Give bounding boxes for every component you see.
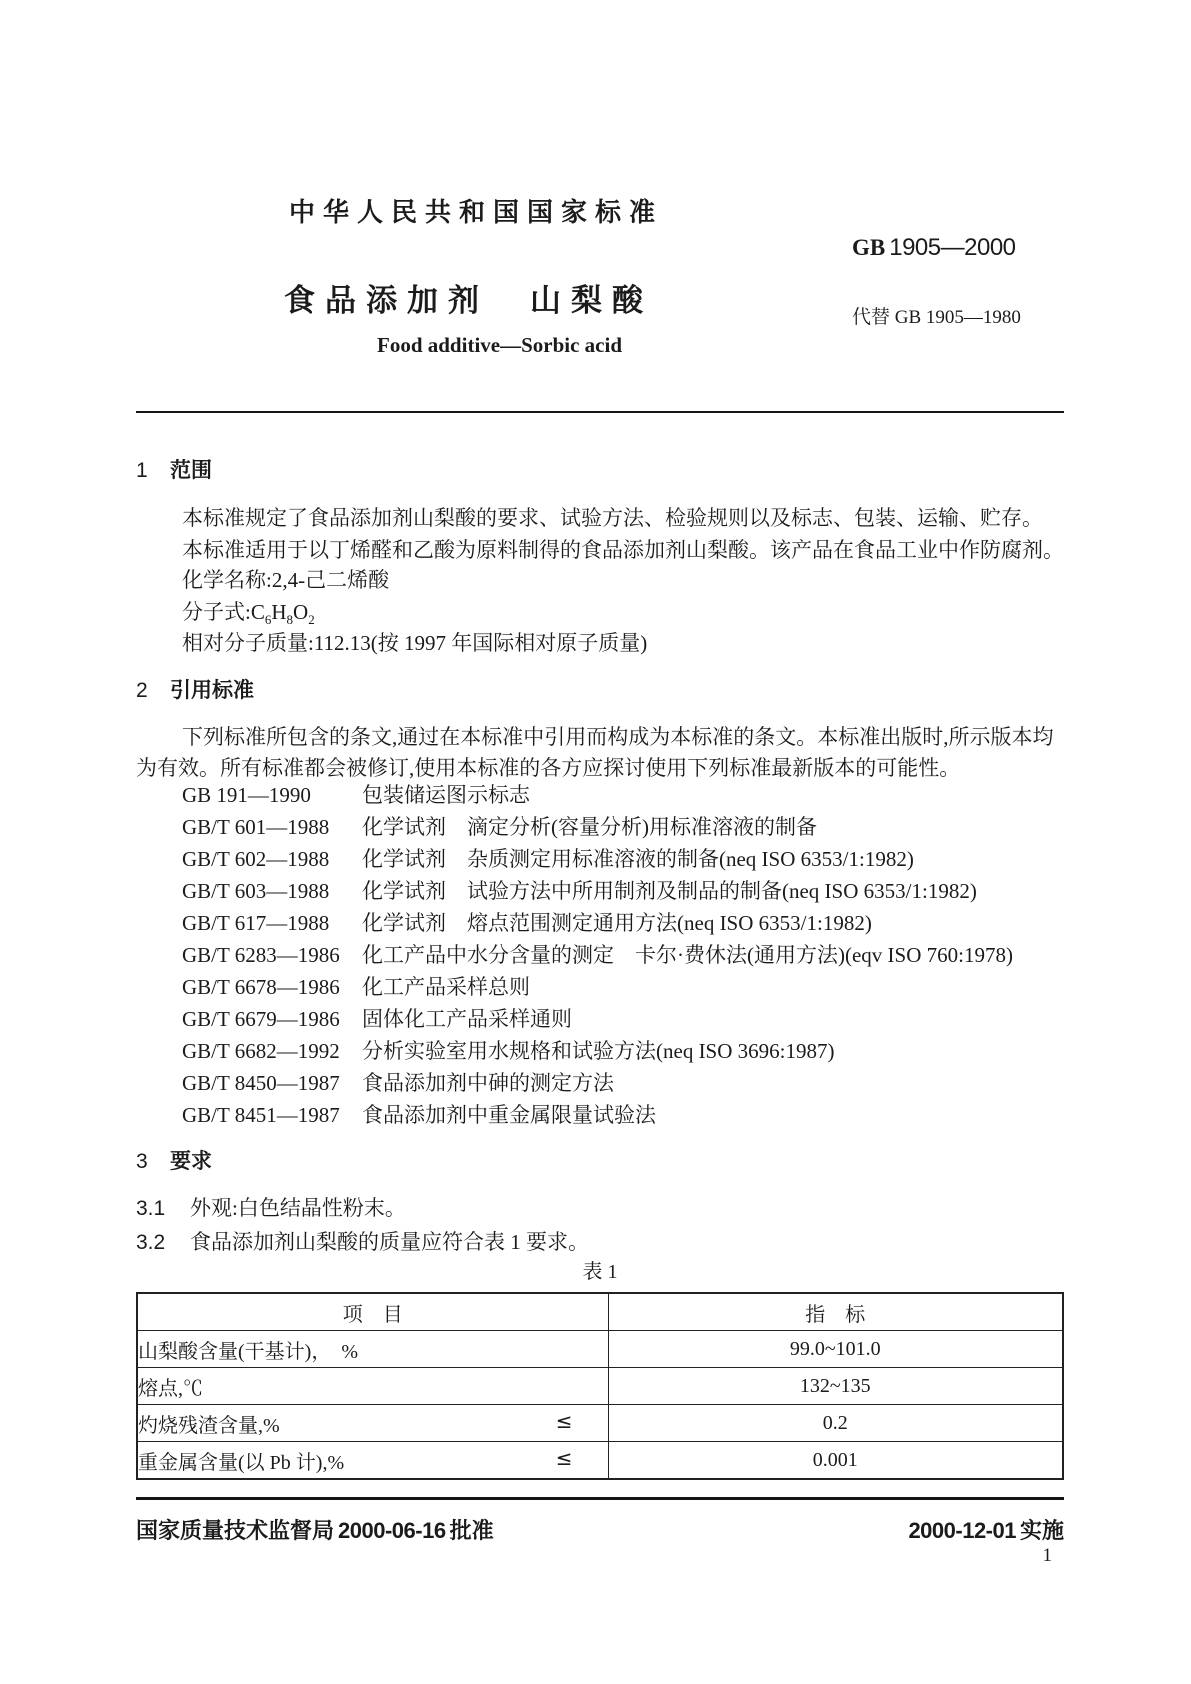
table-1-caption: 表 1: [582, 1261, 618, 1283]
reference-title: 食品添加剂中砷的测定方法: [362, 1071, 614, 1095]
item-cell: [137, 1331, 608, 1368]
reference-code: GB/T 6679—1986: [182, 1007, 340, 1031]
section-3-number: 3: [136, 1150, 148, 1173]
section-2-paragraph-2: 为有效。所有标准都会被修订,使用本标准的各方应探讨使用下列标准最新版本的可能性。: [136, 756, 961, 780]
column-header-item: 项 目: [137, 1293, 608, 1331]
document-title-en: Food additive—Sorbic acid: [377, 333, 623, 357]
spec-cell: 132~135: [608, 1368, 1063, 1405]
implementation-date: 2000-12-01: [908, 1518, 1016, 1543]
reference-title: 化学试剂 试验方法中所用制剂及制品的制备(neq ISO 6353/1:1982): [362, 879, 977, 903]
clause-3-1-number: 3.1: [136, 1197, 166, 1220]
spec-cell: 0.001: [608, 1442, 1063, 1480]
reference-code: GB/T 603—1988: [182, 879, 330, 903]
section-1-heading: [136, 454, 1064, 487]
section-3-title: 要求: [170, 1150, 212, 1173]
superseded-note: 代替 GB 1905—1980: [852, 307, 1021, 328]
standard-code: [852, 234, 1016, 262]
section-2-heading: [136, 674, 1064, 707]
reference-item: [136, 971, 1110, 1003]
implementation-suffix: 实施: [1019, 1518, 1064, 1543]
formula-element-3: O: [293, 600, 309, 624]
item-label: 熔点,℃: [138, 1377, 203, 1400]
reference-item: [136, 1099, 1110, 1131]
formula-subscript-1: 6: [264, 612, 272, 628]
chemical-name-line: 化学名称:2,4-己二烯酸: [182, 568, 390, 592]
section-1-title: 范围: [170, 459, 212, 482]
section-1-paragraph-2: 本标准适用于以丁烯醛和乙酸为原料制得的食品添加剂山梨酸。该产品在食品工业中作防腐剂。: [182, 538, 1064, 562]
clause-3-2-number: 3.2: [136, 1231, 166, 1254]
reference-title: 化学试剂 熔点范围测定通用方法(neq ISO 6353/1:1982): [362, 911, 872, 935]
item-label: 灼烧残渣含量,%: [138, 1414, 280, 1437]
section-2-title: 引用标准: [170, 679, 254, 702]
reference-code: GB/T 602—1988: [182, 847, 330, 871]
item-cell: [137, 1368, 608, 1405]
table-header-row: [137, 1293, 1063, 1331]
formula-subscript-3: 2: [308, 612, 315, 628]
spec-cell: 99.0~101.0: [608, 1331, 1063, 1368]
reference-title: 食品添加剂中重金属限量试验法: [362, 1103, 656, 1127]
reference-title: 化工产品采样总则: [362, 975, 530, 999]
section-2-paragraph-1: 下列标准所包含的条文,通过在本标准中引用而构成为本标准的条文。本标准出版时,所示版本均: [182, 725, 1054, 749]
table-row: [137, 1368, 1063, 1405]
implementation-statement: [904, 1514, 1064, 1545]
section-3-heading: [136, 1145, 1064, 1178]
reference-code: GB/T 6678—1986: [182, 975, 340, 999]
reference-item: [136, 779, 1110, 811]
footer-rule: [136, 1497, 1064, 1500]
spec-cell: 0.2: [608, 1405, 1063, 1442]
header-rule: [136, 411, 1064, 413]
reference-title: 化工产品中水分含量的测定 卡尔·费休法(通用方法)(eqv ISO 760:1978): [362, 943, 1013, 967]
reference-code: GB/T 617—1988: [182, 911, 330, 935]
molecular-weight-line: 相对分子质量:112.13(按 1997 年国际相对原子质量): [182, 631, 648, 655]
molecular-formula-line: [136, 596, 1110, 628]
reference-item: [136, 875, 1110, 907]
formula-label: 分子式:: [182, 600, 251, 624]
reference-title: 分析实验室用水规格和试验方法(neq ISO 3696:1987): [362, 1039, 835, 1063]
reference-item: [136, 907, 1110, 939]
reference-code: GB 191—1990: [182, 783, 311, 807]
approval-date: 2000-06-16: [338, 1518, 446, 1543]
clause-3-2-text: 食品添加剂山梨酸的质量应符合表 1 要求。: [190, 1230, 589, 1254]
table-row: [137, 1331, 1063, 1368]
table-row: [137, 1442, 1063, 1480]
reference-code: GB/T 601—1988: [182, 815, 330, 839]
reference-item: [136, 1003, 1110, 1035]
reference-code: GB/T 6283—1986: [182, 943, 340, 967]
item-label: 山梨酸含量(干基计)， %: [138, 1340, 358, 1363]
reference-item: [136, 843, 1110, 875]
reference-title: 固体化工产品采样通则: [362, 1007, 572, 1031]
approval-org: 国家质量技术监督局: [136, 1518, 335, 1543]
section-2-number: 2: [136, 679, 148, 702]
page-number: 1: [1042, 1545, 1052, 1566]
national-standard-label: 中华人民共和国国家标准: [289, 197, 664, 227]
standard-code-prefix: GB: [852, 235, 886, 260]
clause-3-1-text: 外观:白色结晶性粉末。: [190, 1196, 406, 1220]
reference-item: [136, 939, 1110, 971]
formula-element-1: C: [250, 600, 265, 624]
reference-title: 化学试剂 杂质测定用标准溶液的制备(neq ISO 6353/1:1982): [362, 847, 914, 871]
reference-item: [136, 1035, 1110, 1067]
le-operator: ≤: [555, 1445, 573, 1470]
le-operator: ≤: [555, 1408, 573, 1433]
reference-code: GB/T 8451—1987: [182, 1103, 340, 1127]
reference-code: GB/T 8450—1987: [182, 1071, 340, 1095]
formula-subscript-2: 8: [286, 612, 294, 628]
clause-3-1: [136, 1192, 1064, 1225]
requirements-table: [136, 1292, 1064, 1480]
item-cell: [137, 1405, 608, 1442]
reference-item: [136, 811, 1110, 843]
reference-title: 化学试剂 滴定分析(容量分析)用标准溶液的制备: [362, 815, 817, 839]
section-1-paragraph-1: 本标准规定了食品添加剂山梨酸的要求、试验方法、检验规则以及标志、包装、运输、贮存。: [182, 506, 1043, 530]
standard-code-number: 1905—2000: [889, 234, 1016, 261]
table-row: [137, 1405, 1063, 1442]
document-title-cn: 食品添加剂 山梨酸: [284, 283, 653, 318]
approval-suffix: 批准: [449, 1518, 494, 1543]
item-cell: [137, 1442, 608, 1480]
item-label: 重金属含量(以 Pb 计),%: [138, 1451, 345, 1474]
reference-item: [136, 1067, 1110, 1099]
reference-code: GB/T 6682—1992: [182, 1039, 340, 1063]
column-header-spec: 指 标: [608, 1293, 1063, 1331]
section-1-number: 1: [136, 459, 148, 482]
reference-title: 包装储运图示标志: [362, 783, 530, 807]
formula-element-2: H: [271, 600, 287, 624]
approval-statement: [136, 1514, 494, 1545]
